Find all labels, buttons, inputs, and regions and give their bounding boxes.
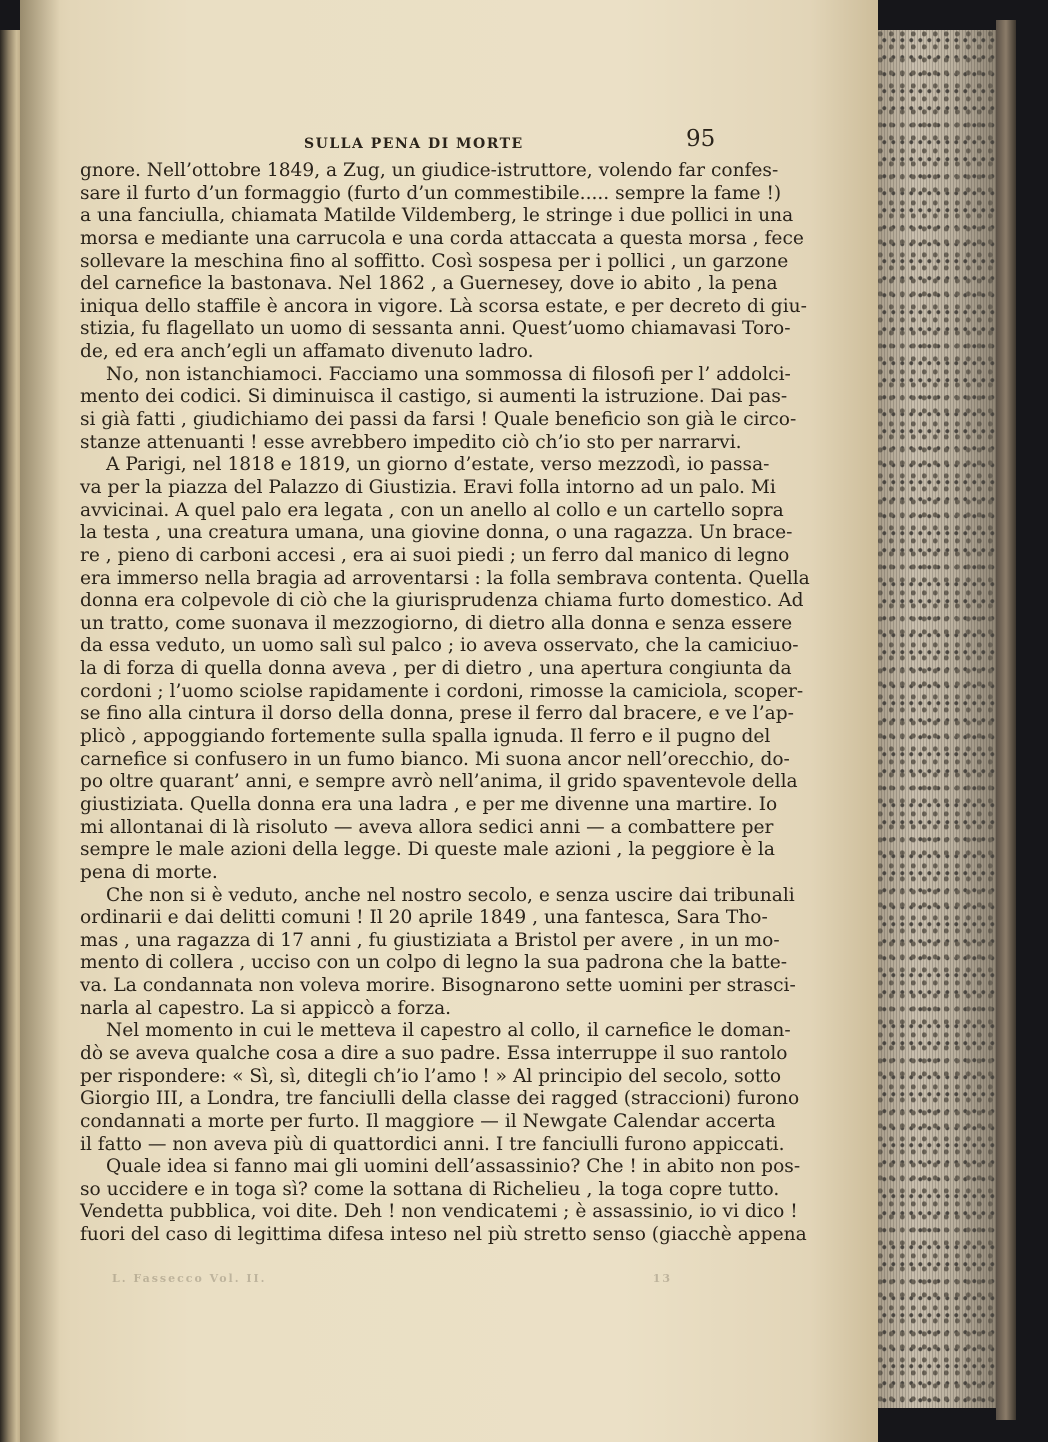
page-number: 95 — [686, 126, 716, 152]
text-line: stanze attenuanti ! esse avrebbero impedito ciò ch’io sto per narrarvi. — [80, 431, 742, 453]
text-line: A Parigi, nel 1818 e 1819, un giorno d’estate, verso mezzodì, io passa- — [106, 454, 770, 476]
text-line: Vendetta pubblica, voi dite. Deh ! non vendicatemi ; è assassinio, io vi dico ! — [80, 1201, 798, 1223]
text-line: avvicinai. A quel palo era legata , con un anello al collo e un cartello sopra — [80, 499, 784, 521]
text-line: il fatto — non aveva più di quattordici anni. I tre fanciulli furono appiccati. — [80, 1133, 785, 1155]
text-line: mas , una ragazza di 17 anni , fu giustiziata a Bristol per avere , in un mo- — [80, 929, 780, 951]
text-line: donna era colpevole di ciò che la giurisprudenza chiama furto domestico. Ad — [80, 590, 804, 612]
text-line: mento dei codici. Si diminuisca il castigo, si aumenti la istruzione. Dai pas- — [80, 386, 788, 408]
text-line: iniqua dello staffile è ancora in vigore. Là scorsa estate, e per decreto di giu- — [80, 295, 807, 317]
running-title: SULLA PENA DI MORTE — [304, 136, 524, 152]
text-line: la di forza di quella donna aveva , per di dietro , una apertura congiunta da — [80, 658, 792, 680]
page-block-fore-edge — [878, 30, 998, 1408]
printer-signature — [112, 1272, 672, 1285]
text-line: ordinarii e dai delitti comuni ! Il 20 aprile 1849 , una fantesca, Sara Tho- — [80, 907, 768, 929]
text-line: No, non istanchiamoci. Facciamo una sommossa di filosofi per l’ addolci- — [106, 363, 791, 385]
text-line: narla al capestro. La si appiccò a forza. — [80, 997, 452, 1019]
signature-number: 13 — [652, 1272, 672, 1285]
text-line: si già fatti , giudichiamo dei passi da farsi ! Quale beneficio son già le circo- — [80, 409, 797, 431]
text-line: mi allontanai di là risoluto — aveva allora sedici anni — a combattere per — [80, 816, 774, 838]
text-line: po oltre quarant’ anni, e sempre avrò nell’anima, il grido spaventevole della — [80, 771, 798, 793]
text-line: plicò , appoggiando fortemente sulla spalla ignuda. Il ferro e il pugno del — [80, 726, 771, 748]
text-line: va. La condannata non voleva morire. Bisognarono sette uomini per strasci- — [80, 975, 796, 997]
text-line: Nel momento in cui le metteva il capestro al collo, il carnefice le doman- — [106, 1020, 791, 1042]
text-line: re , pieno di carboni accesi , era ai suoi piedi ; un ferro dal manico di legno — [80, 544, 790, 566]
book-cover-edge — [996, 20, 1016, 1420]
text-line: va per la piazza del Palazzo di Giustizia. Eravi folla intorno ad un palo. Mi — [80, 476, 776, 498]
text-line: Che non si è veduto, anche nel nostro secolo, e senza uscire dai tribunali — [106, 884, 795, 906]
text-line: da essa veduto, un uomo salì sul palco ; io aveva osservato, che la camiciuo- — [80, 635, 799, 657]
text-line: sare il furto d’un formaggio (furto d’un commestibile..... sempre la fame !) — [80, 182, 782, 204]
text-line: sempre le male azioni della legge. Di queste male azioni , la peggiore è la — [80, 839, 775, 861]
text-line: carnefice si confusero in un fumo bianco. Mi suona ancor nell’orecchio, do- — [80, 748, 790, 770]
text-line: del carnefice la bastonava. Nel 1862 , a Guernesey, dove io abito , la pena — [80, 273, 778, 295]
text-line: per rispondere: « Sì, sì, ditegli ch’io l’amo ! » Al principio del secolo, sotto — [80, 1065, 782, 1087]
text-line: condannati a morte per furto. Il maggiore — il Newgate Calendar accerta — [80, 1110, 776, 1132]
text-line: de, ed era anch’egli un affamato divenuto ladro. — [80, 341, 534, 363]
text-line: se fino alla cintura il dorso della donna, prese il ferro dal bracere, e ve l’ap- — [80, 703, 794, 725]
text-line: la testa , una creatura umana, una giovine donna, o una ragazza. Un brace- — [80, 522, 793, 544]
text-line: a una fanciulla, chiamata Matilde Vildemberg, le stringe i due pollici in una — [80, 205, 794, 227]
text-line: dò se aveva qualche cosa a dire a suo padre. Essa interruppe il suo rantolo — [80, 1042, 788, 1064]
text-line: cordoni ; l’uomo sciolse rapidamente i cordoni, rimosse la camiciola, scoper- — [80, 680, 804, 702]
left-page-edge — [0, 30, 22, 1442]
text-line: gnore. Nell’ottobre 1849, a Zug, un giudice-istruttore, volendo far confes- — [80, 160, 779, 181]
text-line: fuori del caso di legittima difesa inteso nel più stretto senso (giacchè appena — [80, 1224, 807, 1246]
text-line: sollevare la meschina fino al soffitto. Così sospesa per i pollici , un garzone — [80, 250, 789, 272]
text-line: Giorgio III, a Londra, tre fanciulli della classe dei ragged (straccioni) furono — [80, 1088, 800, 1110]
text-line: morsa e mediante una carrucola e una corda attaccata a questa morsa , fece — [80, 227, 804, 249]
text-line: so uccidere e in toga sì? come la sottana di Richelieu , la toga copre tutto. — [80, 1178, 780, 1200]
text-line: stizia, fu flagellato un uomo di sessanta anni. Quest’uomo chiamavasi Toro- — [80, 318, 791, 340]
text-line: Quale idea si fanno mai gli uomini dell’assassinio? Che ! in abito non pos- — [106, 1156, 801, 1178]
text-line: un tratto, come suonava il mezzogiorno, di dietro alla donna e senza essere — [80, 612, 793, 634]
text-line: pena di morte. — [80, 861, 218, 883]
body-text — [80, 160, 810, 1247]
signature-left: L. Fassecco Vol. II. — [112, 1272, 267, 1285]
text-line: giustiziata. Quella donna era una ladra , e per me divenne una martire. Io — [80, 793, 778, 815]
gutter-shadow — [20, 0, 60, 1442]
text-line: era immerso nella bragia ad arroventarsi : la folla sembrava contenta. Quella — [80, 567, 810, 589]
text-line: mento di collera , ucciso con un colpo di legno la sua padrona che la batte- — [80, 952, 788, 974]
page-header — [80, 124, 740, 164]
